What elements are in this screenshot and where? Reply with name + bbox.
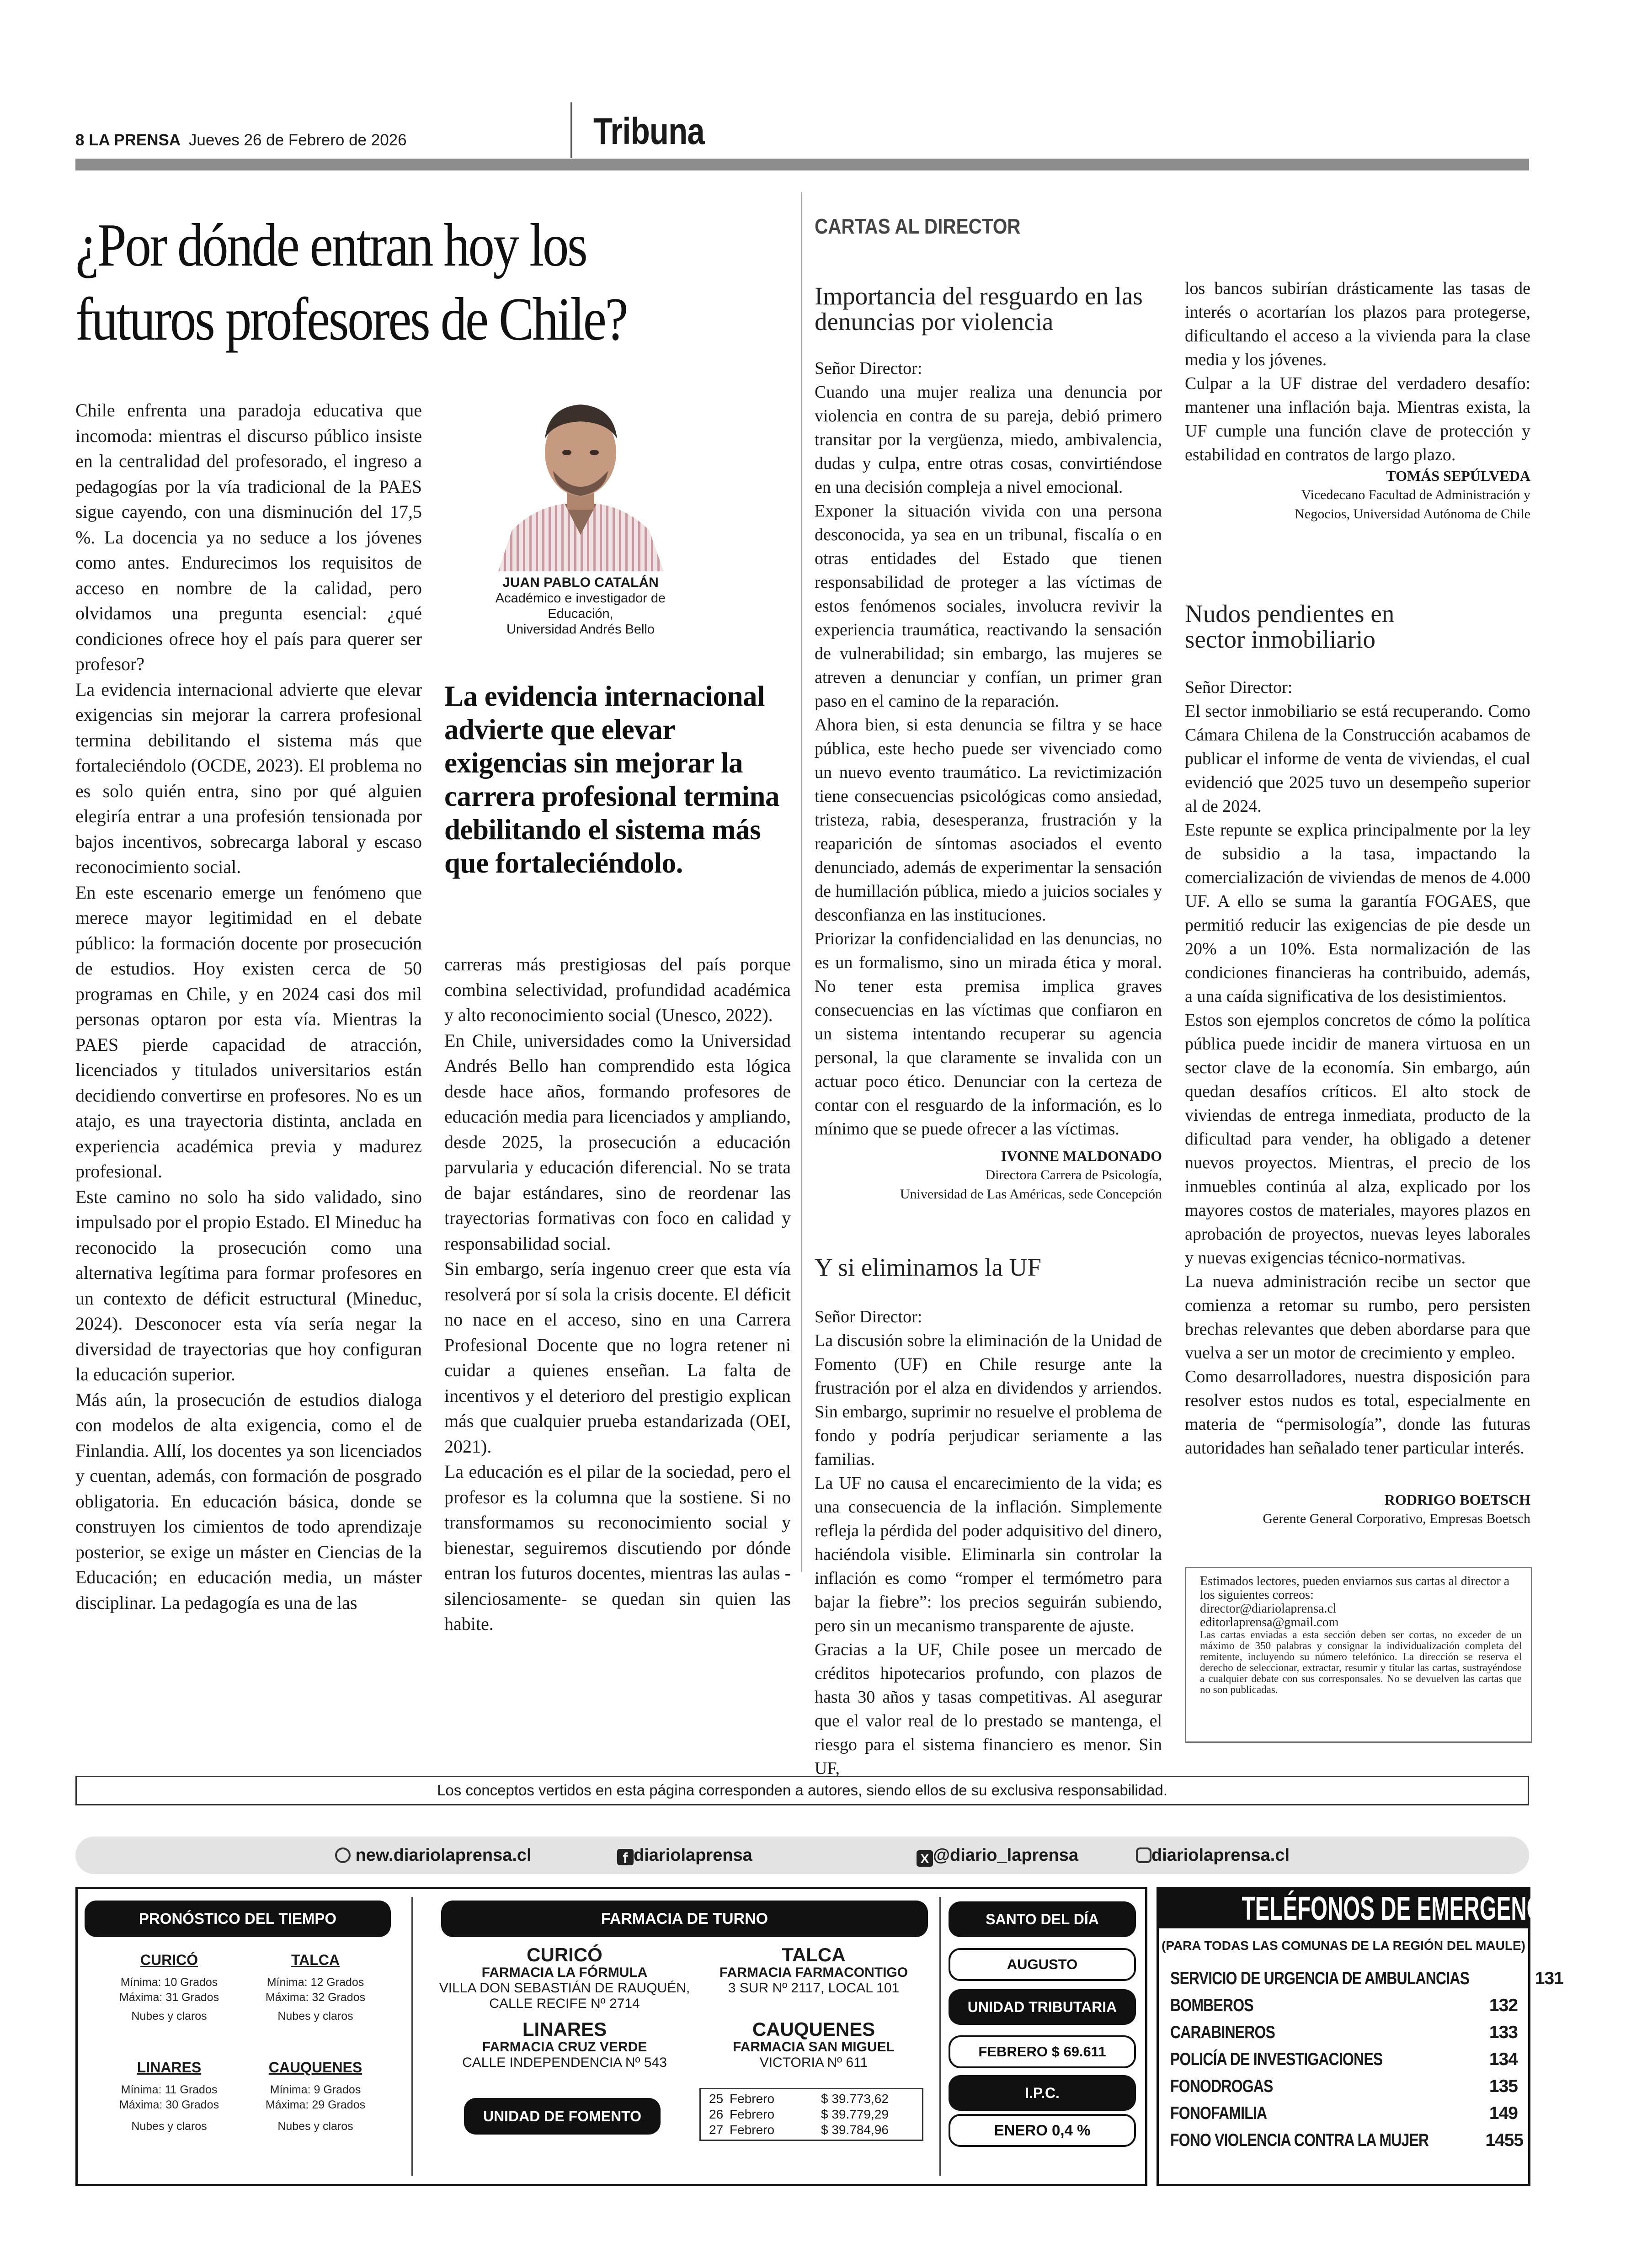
letter3-signature: RODRIGO BOETSCH <box>1384 1491 1530 1508</box>
article-paragraph: La evidencia internacional advierte que elevar exigencias sin mejorar la carrera profesional termina debilitando el sistema más que fortaleciéndolo (OCDE, 2023). El problema no es solo quién entra, sino por qué alguien elegiría entrar a una profesión tensionada por bajos incentivos, sobrecarga laboral y escaso reconocimiento social. <box>75 679 422 877</box>
emergency-row: POLICÍA DE INVESTIGACIONES 134 <box>1170 2050 1518 2069</box>
uf-label: UNIDAD DE FOMENTO <box>464 2098 661 2135</box>
uf-row: 26 Febrero $ 39.779,29 <box>709 2107 889 2121</box>
letter2-body <box>815 1305 1162 1780</box>
page-number: 8 <box>75 131 85 149</box>
web-link[interactable]: new.diariolaprensa.cl <box>335 1837 532 1874</box>
saint-name: AUGUSTO <box>949 1948 1136 1981</box>
emergency-list <box>1170 1965 1563 2154</box>
article-title-line1: ¿Por dónde entran hoy los <box>75 211 586 279</box>
letter-paragraph: Este repunte se explica principalmente por la ley de subsidio a la tasa, impactando la comercialización de viviendas de menos de 4.000 UF. A ello se suma la garantía FOGAES, que permitió reducir las exigencias de pie desde un 20% a un 10%. Esta normalización de las condiciones financieras ha contribuido, además, a una caída significativa de los desistimientos. <box>1185 820 1530 1006</box>
emergency-subtitle: (PARA TODAS LAS COMUNAS DE LA REGIÓN DEL MAULE) <box>1162 1938 1525 1953</box>
letter1-body <box>815 357 1162 1141</box>
disclaimer-text: Los conceptos vertidos en esta página corresponden a autores, siendo ellos de su exclusiva responsabilidad. <box>437 1782 1167 1799</box>
utm-value: FEBRERO $ 69.611 <box>949 2035 1136 2068</box>
letter2-signature-block <box>1185 466 1530 524</box>
ipc-label: I.P.C. <box>949 2075 1136 2111</box>
max-temp: 31 Grados <box>165 1991 219 2004</box>
facebook-icon: f <box>617 1849 634 1865</box>
letter2-role-1: Vicedecano Facultad de Administración y <box>1301 487 1530 502</box>
weather-city: CURICÓ <box>140 1952 198 1968</box>
letter1-title: Importancia del resguardo en las denuncias por violencia <box>815 282 1143 335</box>
column-separator <box>801 192 802 1572</box>
x-icon: X <box>917 1850 933 1867</box>
letter3-role: Gerente General Corporativo, Empresas Boetsch <box>1263 1511 1530 1526</box>
letters-notice-box <box>1185 1567 1532 1743</box>
pharmacy-address: VILLA DON SEBASTIÁN DE RAUQUÉN, <box>439 1981 690 1996</box>
pharmacy-curico <box>427 1945 702 2012</box>
weather-title: PRONÓSTICO DEL TIEMPO <box>85 1901 391 1937</box>
article-paragraph: Sin embargo, sería ingenuo creer que esta vía resolverá por sí sola la crisis docente. El déficit no nace en el acceso, sino en una Carrera Profesional Docente que no logra retener ni cuidar a quienes enseñan. La falta de incentivos y el deterioro del prestigio explican más que cualquier prueba estandarizada (OEI, 2021). <box>444 1258 791 1457</box>
pharmacy-name: FARMACIA FARMACONTIGO <box>719 1965 908 1980</box>
letter2-continuation <box>1185 277 1530 467</box>
article-column-1 <box>75 398 422 1615</box>
weather-divider <box>411 1897 413 2176</box>
pharmacy-name: FARMACIA SAN MIGUEL <box>733 2039 895 2055</box>
letter2-signature: TOMÁS SEPÚLVEDA <box>1386 468 1530 484</box>
article-title <box>75 208 704 356</box>
emergency-box <box>1157 1887 1564 2186</box>
pharmacy-city: TALCA <box>782 1944 846 1965</box>
article-paragraph: La educación es el pilar de la sociedad, pero el profesor es la columna que la sostiene. Si no transformamos su reconocimiento social y bienestar, seguiremos discutiendo por dónde entran los futuros docentes, mientras las aulas -silenciosamente- se quedan sin quien las habite. <box>444 1461 791 1634</box>
author-caption <box>475 575 686 637</box>
emergency-row: FONO VIOLENCIA CONTRA LA MUJER 1455 <box>1170 2130 1524 2150</box>
pharmacy-cauquenes <box>686 2019 942 2071</box>
pharmacy-talca <box>686 1945 942 1996</box>
letter-paragraph: El sector inmobiliario se está recuperando. Como Cámara Chilena de la Construcción acabamos de publicar el informe de venta de viviendas, el cual evidenció que 2025 tuvo un desempeño superior al de 2024. <box>1185 702 1530 816</box>
letter1-signature-block <box>815 1146 1162 1204</box>
pharmacy-city: CURICÓ <box>527 1944 602 1965</box>
min-temp: 11 Grados <box>165 2083 218 2096</box>
emergency-row: CARABINEROS 133 <box>1170 2023 1518 2042</box>
uf-row: 27 Febrero $ 39.784,96 <box>709 2123 889 2137</box>
max-temp: 30 Grados <box>165 2098 219 2111</box>
letter2-title: Y si eliminamos la UF <box>815 1253 1041 1281</box>
letter-paragraph: La discusión sobre la eliminación de la Unidad de Fomento (UF) en Chile resurge ante la frustración por el alza en dividendos y arriendos. Sin embargo, suprimir no resuelve el problema de fondo y podría perjudicar seriamente a las familias. <box>815 1331 1162 1469</box>
notice-email-2[interactable]: editorlaprensa@gmail.com <box>1200 1615 1339 1629</box>
pharmacy-title: FARMACIA DE TURNO <box>441 1901 928 1937</box>
letter1-role-2: Universidad de Las Américas, sede Concepción <box>900 1187 1162 1202</box>
ipc-value: ENERO 0,4 % <box>949 2114 1136 2147</box>
header-rule <box>75 159 1529 170</box>
letter-paragraph: Cuando una mujer realiza una denuncia por violencia en contra de su pareja, debió primero transitar por la vergüenza, miedo, ambivalencia, dudas y culpa, entre otras cosas, convirtiéndose en una decisión compleja a nivel emocional. <box>815 383 1162 497</box>
page-header <box>75 129 578 152</box>
pharmacy-city: CAUQUENES <box>752 2018 875 2040</box>
weather-city: TALCA <box>291 1952 340 1968</box>
notice-email-1[interactable]: director@diariolaprensa.cl <box>1200 1602 1337 1616</box>
emergency-row: SERVICIO DE URGENCIA DE AMBULANCIAS 131 <box>1170 1969 1563 1988</box>
article-paragraph: En Chile, universidades como la Universidad Andrés Bello han comprendido esta lógica desde hace años, formando profesores de educación media para licenciados y ampliando, desde 2025, la prosecución a educación parvularia y educación diferencial. No se trata de bajar estándares, sino de reordenar las trayectorias formativas con foco en calidad y responsabilidad social. <box>444 1030 791 1254</box>
issue-date: Jueves 26 de Febrero de 2026 <box>188 131 407 149</box>
letter2-role-2: Negocios, Universidad Autónoma de Chile <box>1295 506 1530 522</box>
max-temp: 32 Grados <box>312 1991 366 2004</box>
pharmacy-divider <box>939 1897 941 2176</box>
uf-table <box>699 2088 923 2141</box>
article-paragraph: Chile enfrenta una paradoja educativa que incomoda: mientras el discurso público insiste en la centralidad del profesorado, el ingreso a pedagogías por la vía tradicional de la PAES sigue cayendo, con una disminución del 17,5 %. La docencia ya no seduce a los jóvenes como antes. Endurecimos los requisitos de acceso en nombre de la calidad, pero olvidamos una pregunta esencial: ¿qué condiciones ofrece hoy el país para querer ser profesor? <box>75 400 422 674</box>
weather-city: CAUQUENES <box>268 2059 362 2076</box>
emergency-row: BOMBEROS 132 <box>1170 1996 1518 2015</box>
pharmacy-name: FARMACIA CRUZ VERDE <box>482 2039 647 2055</box>
instagram-link[interactable]: diariolaprensa.cl <box>1136 1837 1290 1874</box>
emergency-row: FONOFAMILIA 149 <box>1170 2103 1518 2123</box>
letter-paragraph: Priorizar la confidencialidad en las denuncias, no es un formalismo, sino un mirada ética y moral. No tener esta premisa implica graves consecuencias en las víctimas que confiaron en un sistema intentando recuperar su agencia personal, la que claramente se invalida con un actuar poco ético. Denunciar con la certeza de contar con el resguardo de la información, es lo mínimo que se puede ofrecer a las víctimas. <box>815 929 1162 1139</box>
letter-paragraph: Ahora bien, si esta denuncia se filtra y se hace pública, este hecho puede ser vivenciado como un nuevo evento traumático. La revictimización tiene consecuencias psicológicas como ansiedad, tristeza, rabia, desesperanza, frustración y la reaparición de síntomas asociados el evento denunciado, además de experimentar la sensación de humillación pública, miedo a juicios sociales y desconfianza en las instituciones. <box>815 715 1162 925</box>
instagram-icon <box>1136 1847 1151 1863</box>
author-name: JUAN PABLO CATALÁN <box>502 575 659 590</box>
weather-cauquenes: CAUQUENES Mínima: 9 Grados Máxima: 29 Grados Nubes y claros <box>249 2059 382 2134</box>
emergency-row: FONODROGAS 135 <box>1170 2076 1518 2096</box>
article-paragraph: En este escenario emerge un fenómeno que merece mayor legitimidad en el debate público: la formación docente por prosecución de estudios. Hoy existen cerca de 50 programas en Chile, y en 2024 casi dos mil personas optaron por esta vía. Mientras la PAES pierde capacidad de atracción, licenciados y titulados universitarios están decidiendo convertirse en profesores. No es un atajo, es una trayectoria distinta, anclada en experiencia académica previa y madurez profesional. <box>75 882 422 1182</box>
letter-paragraph: Estos son ejemplos concretos de cómo la política pública puede incidir de manera virtuosa en un sector clave de la economía. Sin embargo, aún quedan desafíos críticos. El alto stock de viviendas de entrega inmediata, producto de la dificultad para vender, ha obligado a detener nuevos proyectos. Mientras, el precio de los inmuebles continúa al alza, explicado por los mayores costos de materiales, mayores plazos en aprobación de proyectos, nuevas leyes laborales y nuevas exigencias técnico-normativas. <box>1185 1011 1530 1267</box>
saint-label: SANTO DEL DÍA <box>949 1901 1136 1937</box>
x-link[interactable]: X @diario_laprensa <box>917 1837 1078 1874</box>
min-temp: 10 Grados <box>164 1976 218 1989</box>
pharmacy-city: LINARES <box>522 2018 607 2040</box>
letter1-salutation: Señor Director: <box>815 359 922 378</box>
sky: Nubes y claros <box>131 2120 207 2133</box>
article-paragraph: Este camino no solo ha sido validado, sino impulsado por el propio Estado. El Mineduc ha reconocido la prosecución como una alternativa legítima para formar profesores en un contexto de déficit estructural (Mineduc, 2024). Desconocer esta vía sería negar la diversidad de trayectorias que hoy configuran la educación superior. <box>75 1186 422 1384</box>
letter3-signature-block <box>1185 1490 1530 1528</box>
section-name: Tribuna <box>593 111 704 152</box>
article-paragraph: carreras más prestigiosas del país porque combina selectividad, profundidad académica y alto reconocimiento social (Unesco, 2022). <box>444 954 791 1025</box>
letter-paragraph: La nueva administración recibe un sector que comienza a retomar su rumbo, pero persisten brechas relevantes que deben abordarse para que vuelva a ser un motor de crecimiento y empleo. <box>1185 1272 1530 1363</box>
letter-paragraph: Como desarrolladores, nuestra disposición para resolver estos nudos es total, especialmente en materia de “permisología”, donde las futuras autoridades han señalado tener particular interés. <box>1185 1367 1530 1458</box>
letter1-signature: IVONNE MALDONADO <box>1001 1148 1162 1164</box>
letter3-title: Nudos pendientes en sector inmobiliario <box>1185 600 1395 653</box>
weather-linares: LINARES Mínima: 11 Grados Máxima: 30 Grados Nubes y claros <box>103 2059 235 2134</box>
max-temp: 29 Grados <box>312 2098 366 2111</box>
notice-rules: Las cartas enviadas a esta sección deben ser cortas, no exceder de un máximo de 350 palabras y consignar la individualización completa del remitente, incluyendo su número telefónico. La dirección se reserva el derecho de seleccionar, extractar, resumir y titular las cartas, sustrayéndose a cualquier debate con sus corresponsales. No se devuelven las cartas que no son publicadas. <box>1200 1629 1522 1695</box>
pharmacy-address: VICTORIA Nº 611 <box>759 2055 868 2070</box>
weather-city: LINARES <box>137 2059 202 2076</box>
article-title-line2: futuros profesores de Chile? <box>75 285 627 353</box>
letter-paragraph: Culpar a la UF distrae del verdadero desafío: mantener una inflación baja. Mientras exista, la UF cumple una función clave de protección y estabilidad en contratos de largo plazo. <box>1185 374 1530 464</box>
disclaimer-box <box>75 1776 1529 1805</box>
pullquote: La evidencia internacional advierte que elevar exigencias sin mejorar la carrera profesional termina debilitando el sistema más que fortaleciéndolo. <box>444 680 779 879</box>
pharmacy-name: FARMACIA LA FÓRMULA <box>481 1965 648 1980</box>
letter-paragraph: La UF no causa el encarecimiento de la vida; es una consecuencia de la inflación. Simplemente refleja la pérdida del poder adquisitivo del dinero, haciéndola visible. Eliminarla sin controlar la inflación es como “romper el termómetro para bajar la fiebre”: los precios seguirán subiendo, pero sin un mecanismo transparente de ajuste. <box>815 1474 1162 1635</box>
author-role-2: Universidad Andrés Bello <box>506 622 655 637</box>
masthead: LA PRENSA <box>89 131 181 149</box>
sky: Nubes y claros <box>277 2120 353 2133</box>
header-divider <box>570 102 572 158</box>
author-photo <box>485 384 677 571</box>
pharmacy-address: CALLE INDEPENDENCIA Nº 543 <box>462 2055 667 2070</box>
weather-curico: CURICÓ Mínima: 10 Grados Máxima: 31 Grados Nubes y claros <box>103 1952 235 2024</box>
article-paragraph: Más aún, la prosecución de estudios dialoga con modelos de alta exigencia, como el de Finlandia. Allí, los docentes ya son licenciados y cuentan, además, con formación de posgrado obligatoria. En educación básica, donde se construyen los cimientos de todo aprendizaje posterior, se exige un máster en Ciencias de la Educación; en educación media, un máster disciplinar. La pedagogía es una de las <box>75 1389 422 1613</box>
article-column-2 <box>444 952 791 1637</box>
pharmacy-address: 3 SUR Nº 2117, LOCAL 101 <box>728 1981 900 1996</box>
facebook-link[interactable]: f diariolaprensa <box>617 1837 752 1874</box>
letters-section-title: CARTAS AL DIRECTOR <box>815 214 1021 238</box>
letter2-salutation: Señor Director: <box>815 1307 922 1326</box>
author-portrait-image <box>485 384 677 571</box>
sky: Nubes y claros <box>277 2010 353 2023</box>
letter-paragraph: Exponer la situación vivida con una persona desconocida, ya sea en un tribunal, fiscalía o en otras entidades del Estado que tienen responsabilidad de proteger a las víctimas de estos fenómenos sociales, involucra revivir la experiencia traumática, reactivando la sensación de vulnerabilidad; sin embargo, las mujeres se atreven a denunciar y confían, un primer gran paso en el camino de la reparación. <box>815 501 1162 711</box>
min-temp: 12 Grados <box>310 1976 364 1989</box>
letter3-body <box>1185 676 1530 1460</box>
weather-talca: TALCA Mínima: 12 Grados Máxima: 32 Grados Nubes y claros <box>249 1952 382 2024</box>
letter-paragraph: los bancos subirían drásticamente las tasas de interés o acortarían los plazos para protegerse, dificultando el acceso a la vivienda para la clase media y los jóvenes. <box>1185 279 1530 369</box>
pharmacy-linares <box>427 2019 702 2071</box>
letter1-role-1: Directora Carrera de Psicología, <box>985 1167 1162 1182</box>
letter3-salutation: Señor Director: <box>1185 678 1293 697</box>
sky: Nubes y claros <box>131 2010 207 2023</box>
social-bar <box>75 1837 1529 1874</box>
notice-intro: Estimados lectores, pueden enviarnos sus cartas al director a los siguientes correos: <box>1200 1574 1510 1602</box>
emergency-title: TELÉFONOS DE EMERGENCIA <box>1159 1889 1528 1928</box>
letter-paragraph: Gracias a la UF, Chile posee un mercado de créditos hipotecarios profundo, con plazos de hasta 30 años y tasas competitivas. Al asegurar que el valor real de lo prestado se mantenga, el riesgo para el sistema financiero es menor. Sin UF, <box>815 1640 1162 1778</box>
uf-row: 25 Febrero $ 39.773,62 <box>709 2092 889 2106</box>
utm-label: UNIDAD TRIBUTARIA <box>949 1989 1136 2025</box>
globe-icon <box>335 1847 351 1863</box>
min-temp: 9 Grados <box>314 2083 361 2096</box>
pharmacy-address: CALLE RECIFE Nº 2714 <box>489 1996 640 2011</box>
author-role-1: Académico e investigador de Educación, <box>495 591 666 621</box>
